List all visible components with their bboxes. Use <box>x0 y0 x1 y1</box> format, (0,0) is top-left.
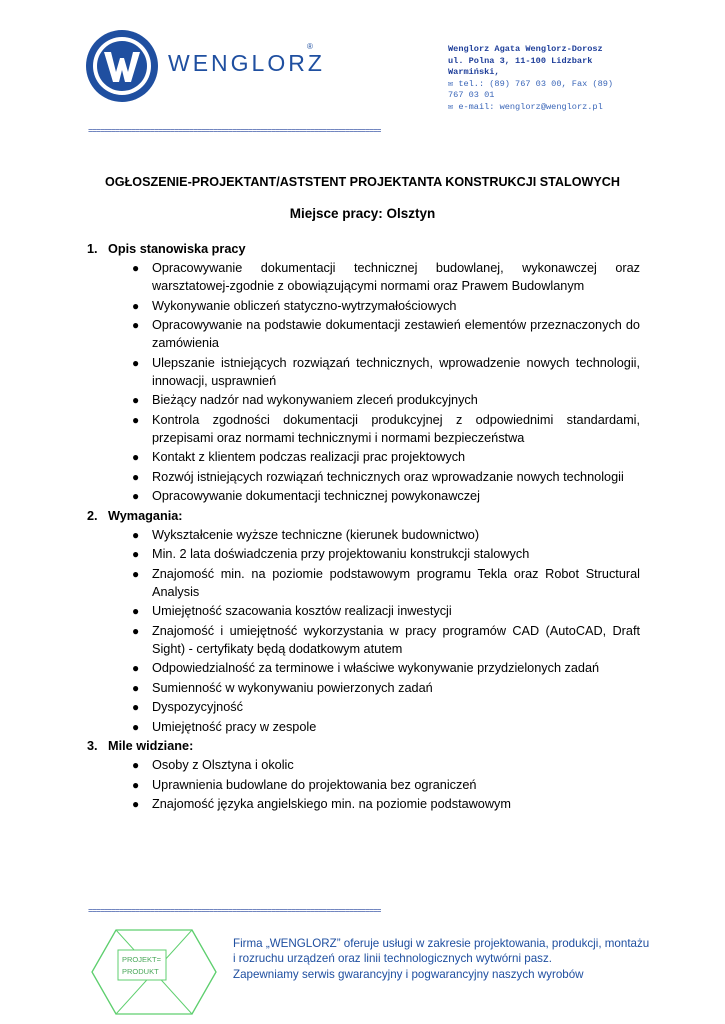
company-address <box>448 44 648 113</box>
list-item: ● Odpowiedzialność za terminowe i właściwe wykonywanie przydzielonych zadań <box>132 661 600 675</box>
list-item: ● Opracowywanie dokumentacji technicznej powykonawczej <box>132 489 480 503</box>
bullet-icon: ● <box>132 489 140 503</box>
list-item: ● Kontrola zgodności dokumentacji produkcyjnej z odpowiednimi standardami, przepisami oraz normami technicznymi i normami bezpieczeństwa <box>132 412 640 445</box>
list-item: ● Wykonywanie obliczeń statyczno-wytrzymałościowych <box>132 298 457 313</box>
bullet-icon: ● <box>132 777 140 792</box>
bullet-icon: ● <box>132 527 140 542</box>
section-number: 2. <box>87 508 98 523</box>
bullet-icon: ● <box>132 298 140 313</box>
bullet-icon: ● <box>132 700 140 714</box>
bullet-icon: ● <box>132 261 140 275</box>
footer-divider: =========================================================================== <box>88 909 381 915</box>
section-title: Wymagania: <box>108 508 183 523</box>
bullet-icon: ● <box>132 719 140 734</box>
list-item: ● Znajomość języka angielskiego min. na poziomie podstawowym <box>132 797 511 811</box>
list-item: ● Znajomość min. na poziomie podstawowym programu Tekla oraz Robot Structural Analysis <box>132 566 640 599</box>
email-line: ✉ e-mail: wenglorz@wenglorz.pl <box>448 101 603 112</box>
footer-line: i rozruchu urządzeń oraz linii technologicznych wytwórni pasz. <box>233 952 552 966</box>
stamp-line: PRODUKT <box>122 967 159 976</box>
page-title: OGŁOSZENIE-PROJEKTANT/ASTSTENT PROJEKTANTA KONSTRUKCJI STALOWYCH <box>105 175 620 189</box>
bullet-icon: ● <box>132 318 140 332</box>
list-item: ● Dyspozycyjność <box>132 700 243 714</box>
list-item: ● Min. 2 lata doświadczenia przy projektowaniu konstrukcji stalowych <box>132 547 530 561</box>
section-heading <box>87 240 640 258</box>
footer-line: Firma „WENGLORZ” oferuje usługi w zakresie projektowania, produkcji, montażu <box>233 937 650 950</box>
fax-line: 767 03 01 <box>448 90 495 100</box>
list-item: ● Rozwój istniejących rozwiązań technicznych oraz wprowadzanie nowych technologii <box>132 469 624 484</box>
bullet-icon: ● <box>132 623 140 638</box>
brand-name: WENGLORZ <box>168 50 325 76</box>
address-line: Wenglorz Agata Wenglorz-Dorosz <box>448 44 603 54</box>
section-heading <box>87 507 640 525</box>
list-item: ● Znajomość i umiejętność wykorzystania w pracy programów CAD (AutoCAD, Draft Sight) - certyfikaty będą dodatkowym atutem <box>132 623 640 656</box>
list-item: ● Bieżący nadzór nad wykonywaniem zleceń produkcyjnych <box>132 393 478 407</box>
projekt-produkt-stamp-icon <box>88 926 220 1018</box>
bullet-icon: ● <box>132 566 140 581</box>
list-item: ● Uprawnienia budowlane do projektowania bez ograniczeń <box>132 777 477 792</box>
bullet-icon: ● <box>132 469 140 484</box>
registered-mark: ® <box>307 42 313 51</box>
list-item: ● Umiejętność pracy w zespole <box>132 719 317 734</box>
section-title: Mile widziane: <box>108 739 194 753</box>
section-list <box>87 526 640 736</box>
footer-note <box>233 936 653 982</box>
section-list <box>87 259 640 505</box>
list-item: ● Opracowywanie na podstawie dokumentacji zestawień elementów przeznaczonych do zamówienia <box>132 318 640 350</box>
header-divider: =========================================================================== <box>88 129 381 135</box>
section-heading <box>87 737 640 755</box>
job-location: Miejsce pracy: Olsztyn <box>289 206 436 221</box>
phone-line: ✉ tel.: (89) 767 03 00, Fax (89) <box>448 78 614 89</box>
bullet-icon: ● <box>132 758 140 772</box>
list-item: ● Wykształcenie wyższe techniczne (kierunek budownictwo) <box>132 527 480 542</box>
address-line: Warmiński, <box>448 67 500 77</box>
list-item: ● Opracowywanie dokumentacji technicznej budowlanej, wykonawczej oraz warsztatowej-zgodnie z obowiązującymi normami oraz Prawem Budowlanym <box>132 261 640 293</box>
bullet-icon: ● <box>132 355 140 370</box>
bullet-icon: ● <box>132 547 140 561</box>
bullet-icon: ● <box>132 604 140 618</box>
footer-line: Zapewniamy serwis gwarancyjny i pogwarancyjny naszych wyrobów <box>233 967 584 981</box>
section-number: 3. <box>87 739 98 753</box>
address-line: ul. Polna 3, 11-100 Lidzbark <box>448 55 593 66</box>
stamp-line: PROJEKT= <box>122 955 161 964</box>
section-list <box>87 756 640 813</box>
bullet-icon: ● <box>132 680 140 695</box>
list-item: ● Ulepszanie istniejących rozwiązań technicznych, wprowadzenie nowych technologii, innowacji, usprawnień <box>132 355 640 388</box>
list-item: ● Osoby z Olsztyna i okolic <box>132 758 294 772</box>
list-item: ● Sumienność w wykonywaniu powierzonych zadań <box>132 680 433 695</box>
section-number: 1. <box>87 242 98 256</box>
bullet-icon: ● <box>132 661 140 675</box>
wenglorz-logo-icon <box>84 28 160 104</box>
bullet-icon: ● <box>132 797 140 811</box>
section-title: Opis stanowiska pracy <box>108 242 246 256</box>
list-item: ● Umiejętność szacowania kosztów realizacji inwestycji <box>132 604 452 618</box>
list-item: ● Kontakt z klientem podczas realizacji prac projektowych <box>132 450 466 464</box>
bullet-icon: ● <box>132 412 140 427</box>
job-description <box>87 240 640 815</box>
bullet-icon: ● <box>132 393 140 407</box>
bullet-icon: ● <box>132 450 140 464</box>
